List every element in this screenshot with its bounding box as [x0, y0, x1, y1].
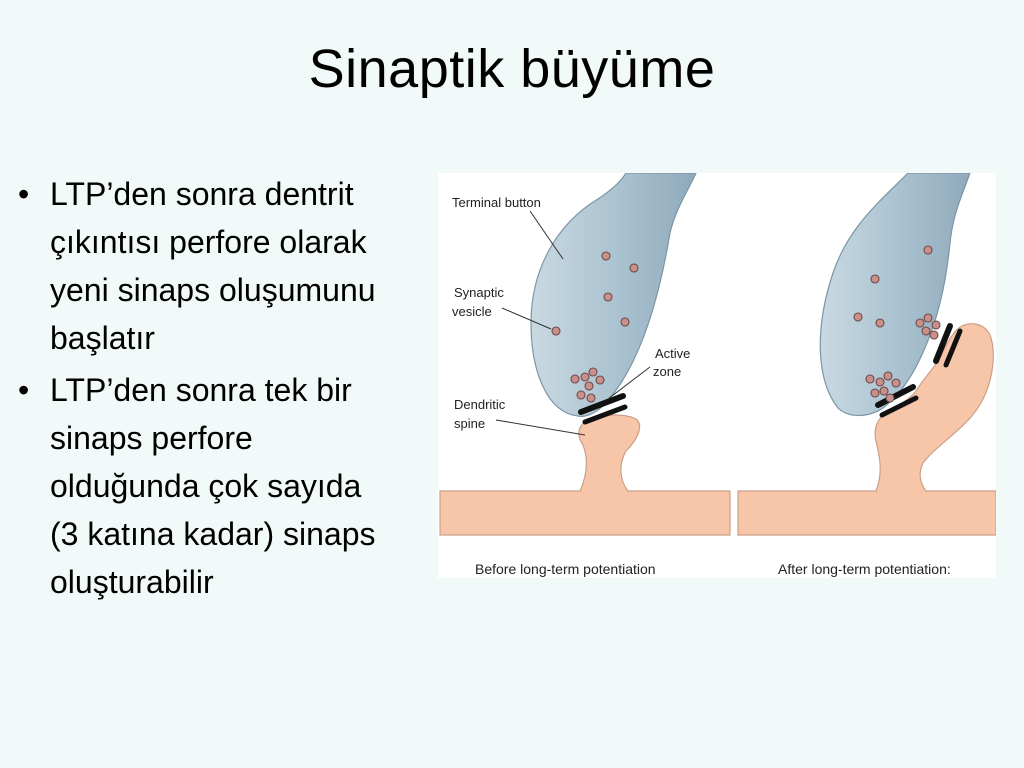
before-panel [440, 173, 730, 577]
bullet-list [16, 170, 396, 610]
label-dendritic: Dendritic [454, 397, 506, 412]
dendrite-shaft [440, 415, 730, 535]
vesicle [880, 387, 888, 395]
bullet-item [16, 366, 396, 606]
bullet-text: LTP’den sonra tek bir sinaps perfore olduğunda çok sayıda (3 katına kadar) sinaps oluşturabilir [50, 372, 376, 600]
bullet-item [16, 170, 396, 362]
after-panel [738, 173, 996, 577]
vesicle [552, 327, 560, 335]
vesicle [585, 382, 593, 390]
vesicle [916, 319, 924, 327]
vesicle [587, 394, 595, 402]
vesicle [589, 368, 597, 376]
vesicle [892, 379, 900, 387]
vesicle [871, 389, 879, 397]
caption-after: After long-term potentiation: [778, 561, 951, 577]
vesicle [932, 321, 940, 329]
label-active: Active [655, 346, 691, 361]
bullet-glyph: • [18, 176, 30, 212]
vesicle [930, 331, 938, 339]
vesicle [866, 375, 874, 383]
label-zone: zone [653, 364, 682, 379]
vesicle [571, 375, 579, 383]
vesicle [924, 314, 932, 322]
bullet-glyph: • [18, 372, 30, 408]
vesicle [604, 293, 612, 301]
vesicle [876, 319, 884, 327]
label-synaptic: Synaptic [454, 285, 504, 300]
synapse-figure [438, 173, 996, 578]
vesicle [924, 246, 932, 254]
vesicle [621, 318, 629, 326]
vesicle [602, 252, 610, 260]
slide-title: Sinaptik büyüme [308, 39, 716, 99]
vesicle [577, 391, 585, 399]
vesicle [922, 327, 930, 335]
vesicle [871, 275, 879, 283]
label-terminal-button: Terminal button [452, 195, 541, 210]
label-vesicle: vesicle [452, 304, 492, 319]
caption-before: Before long-term potentiation [475, 561, 656, 577]
bullet-text: LTP’den sonra dentrit çıkıntısı perfore olarak yeni sinaps oluşumunu başlatır [50, 176, 376, 356]
synapse-diagram [438, 173, 996, 578]
vesicle [886, 394, 894, 402]
terminal-button [531, 173, 696, 416]
vesicle [884, 372, 892, 380]
vesicle [854, 313, 862, 321]
vesicle [876, 378, 884, 386]
label-spine: spine [454, 416, 486, 431]
leader-line [496, 420, 585, 435]
vesicle [581, 373, 589, 381]
vesicle [596, 376, 604, 384]
vesicle [630, 264, 638, 272]
